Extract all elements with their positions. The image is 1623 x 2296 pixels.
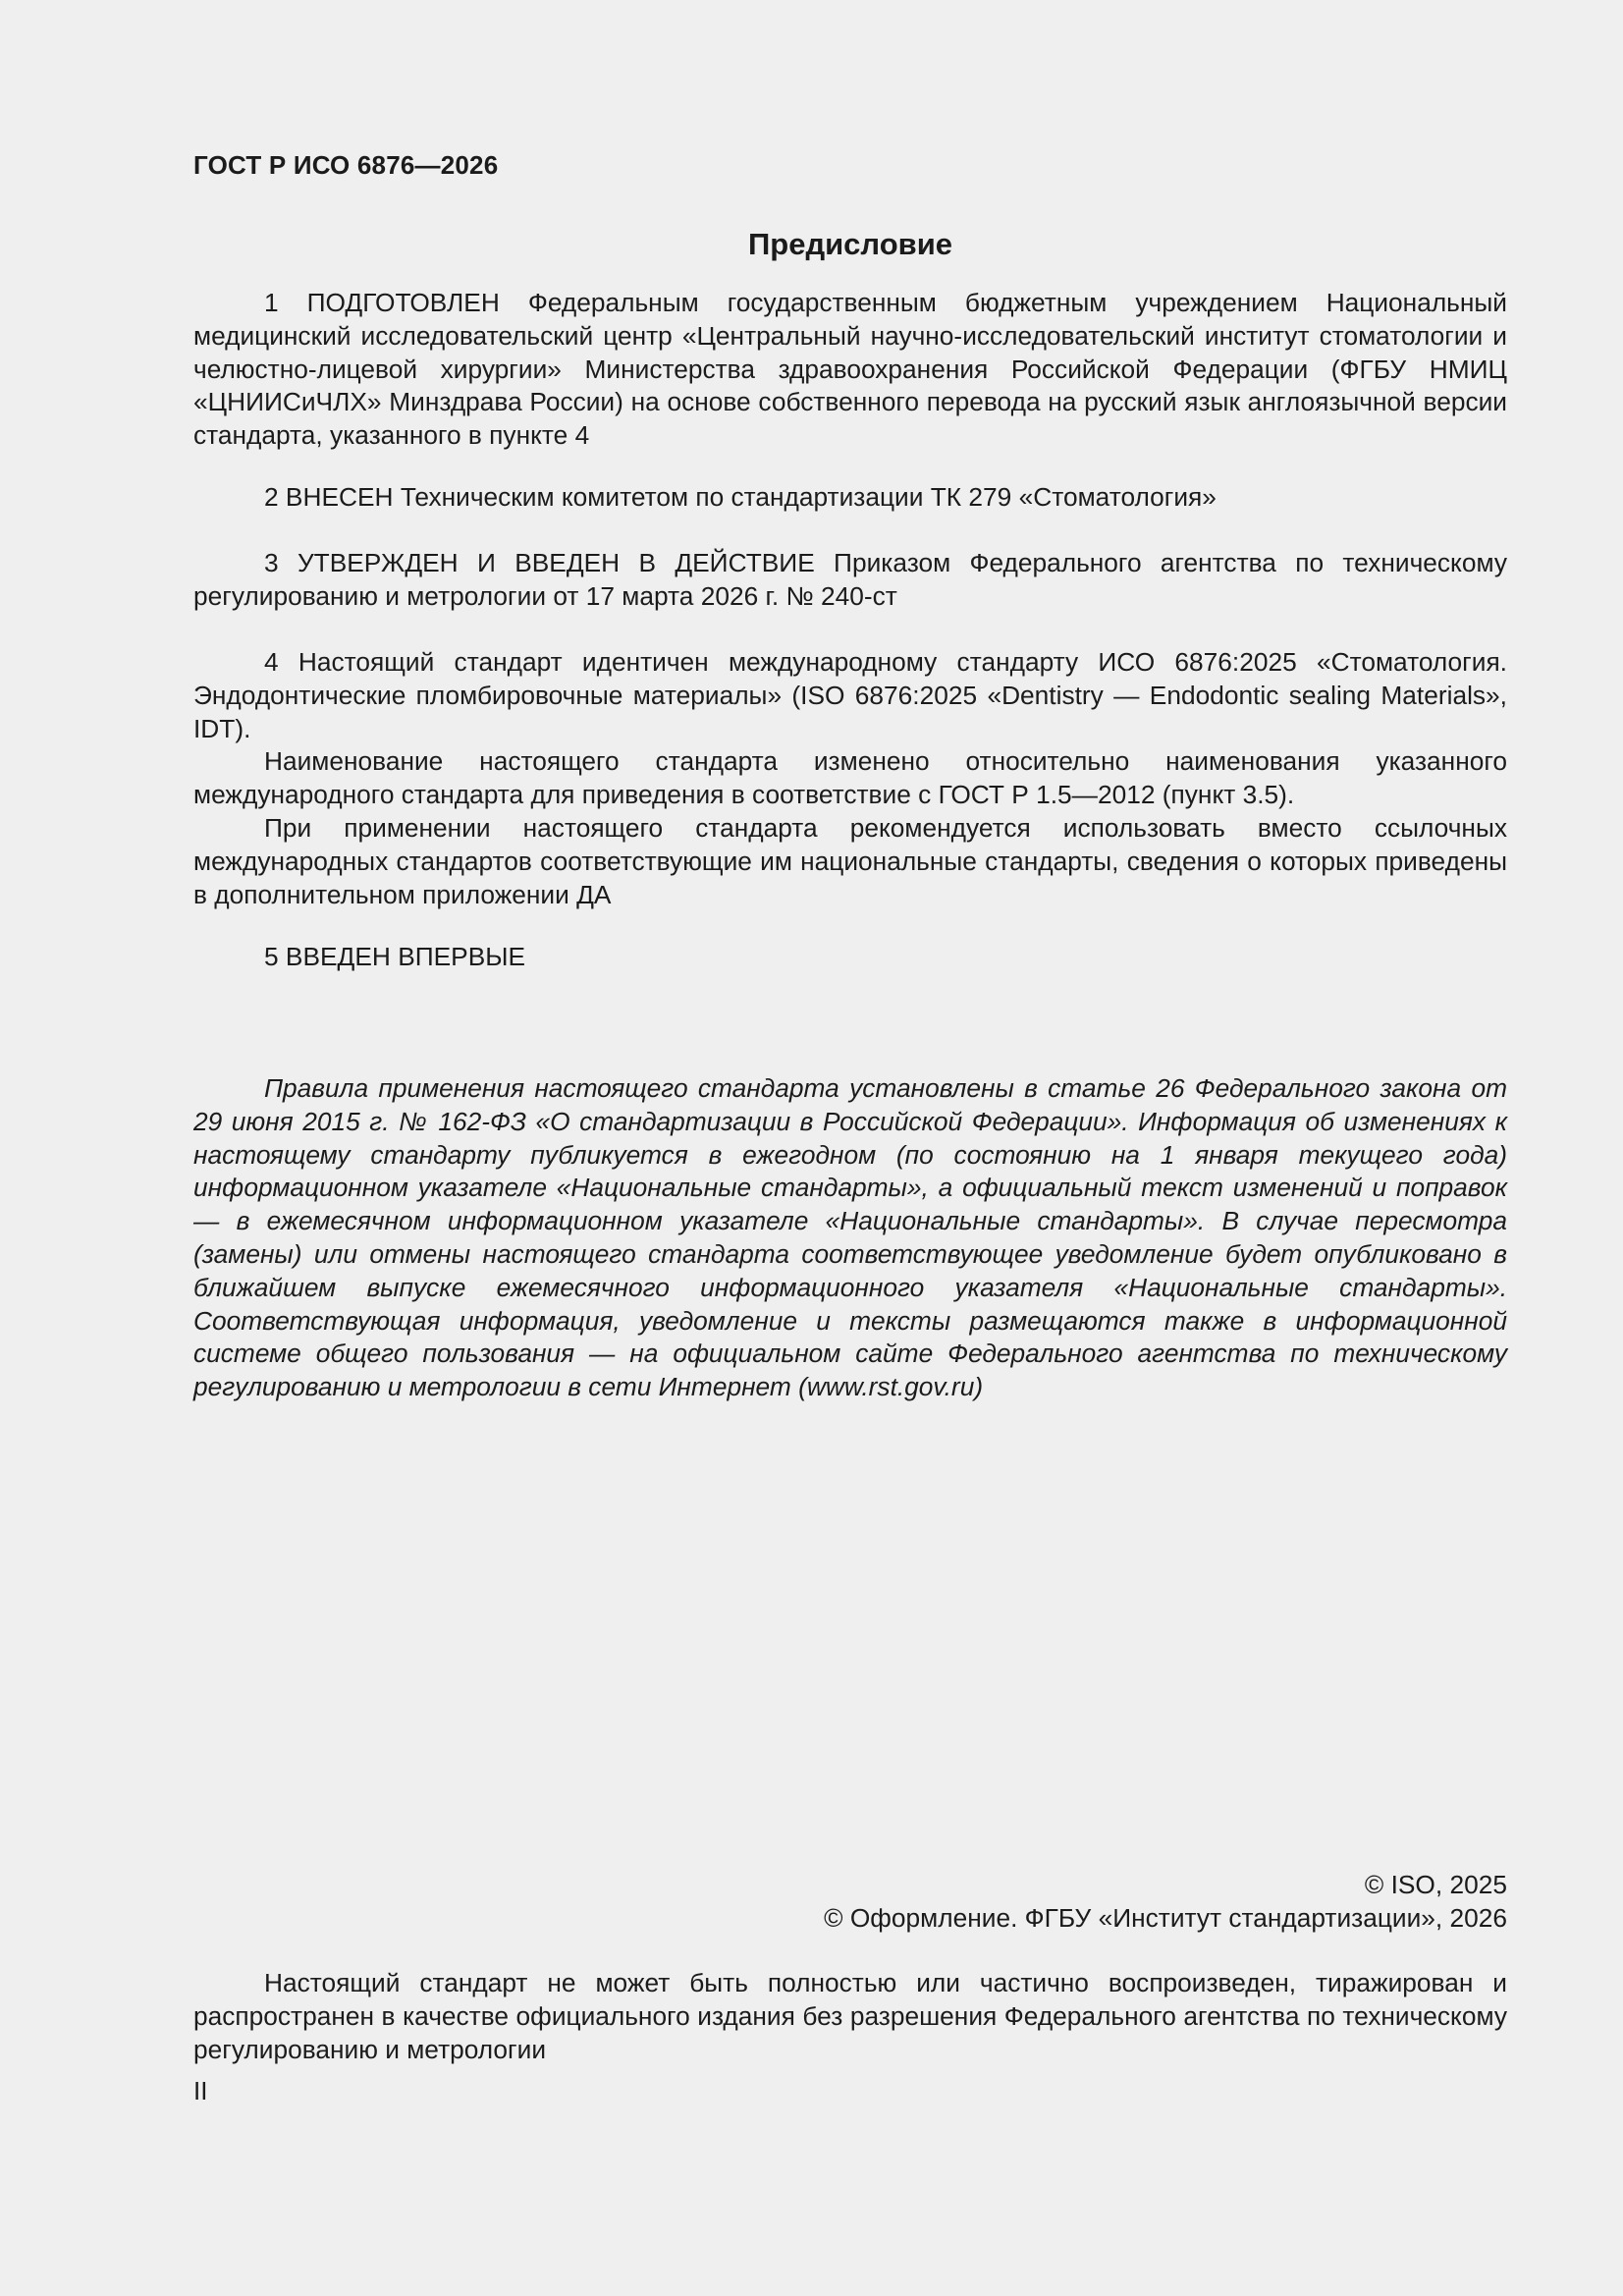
- rules-notice: Правила применения настоящего стандарта установлены в статье 26 Федерального закона от 29 июня 2015 г. № 162-ФЗ «О стандартизации в Российской Федерации». Информация об изменениях к настоящему стандарту публикуется в ежегодном (по состоянию на 1 января текущего года) информационном указателе «Национальные стандарты», а официальный текст изменений и поправок — в ежемесячном информационном указателе «Национальные стандарты». В случае пересмотра (замены) или отмены настоящего стандарта соответствующее уведомление будет опубликовано в ближайшем выпуске ежемесячного информационного указателя «Национальные стандарты». Соответствующая информация, уведомление и тексты размещаются также в информационной системе общего пользования — на официальном сайте Федерального агентства по техническому регулированию и метрологии в сети Интернет (www.rst.gov.ru): [193, 1073, 1507, 1402]
- paragraph-4-block: [193, 646, 1507, 911]
- document-designation: ГОСТ Р ИСО 6876—2026: [193, 150, 499, 180]
- reproduction-notice: Настоящий стандарт не может быть полностью или частично воспроизведен, тиражирован и распространен в качестве официального издания без разрешения Федерального агентства по техническому регулированию и метрологии: [193, 1968, 1507, 2064]
- document-page: [193, 0, 1507, 2296]
- paragraph-1-block: [193, 287, 1507, 453]
- paragraph-1: 1 ПОДГОТОВЛЕН Федеральным государственным бюджетным учреждением Национальный медицинский исследовательский центр «Центральный научно-исследовательский институт стоматологии и челюстно-лицевой хирургии» Министерства здравоохранения Российской Федерации (ФГБУ НМИЦ «ЦНИИСиЧЛХ» Минздрава России) на основе собственного перевода на русский язык англоязычной версии стандарта, указанного в пункте 4: [193, 288, 1507, 451]
- paragraph-3: 3 УТВЕРЖДЕН И ВВЕДЕН В ДЕЙСТВИЕ Приказом Федерального агентства по техническому регулированию и метрологии от 17 марта 2026 г. № 240-ст: [193, 548, 1507, 611]
- paragraph-4b: Наименование настоящего стандарта изменено относительно наименования указанного международного стандарта для приведения в соответствие с ГОСТ Р 1.5—2012 (пункт 3.5).: [193, 746, 1507, 810]
- copyright-design: © Оформление. ФГБУ «Институт стандартизации», 2026: [824, 1903, 1507, 1933]
- paragraph-3-block: [193, 547, 1507, 614]
- rules-notice-block: [193, 1072, 1507, 1404]
- reproduction-notice-block: [193, 1967, 1507, 2066]
- copyright-iso: © ISO, 2025: [1364, 1870, 1507, 1899]
- page-number: II: [193, 2076, 208, 2105]
- paragraph-4a: 4 Настоящий стандарт идентичен международному стандарту ИСО 6876:2025 «Стоматология. Эндодонтические пломбировочные материалы» (ISO 6876:2025 «Dentistry — Endodontic sealing Materials», IDT).: [193, 647, 1507, 743]
- paragraph-5-block: [193, 941, 1507, 974]
- paragraph-4c: При применении настоящего стандарта рекомендуется использовать вместо ссылочных международных стандартов соответствующие им национальные стандарты, сведения о которых приведены в дополнительном приложении ДА: [193, 812, 1507, 909]
- paragraph-2: 2 ВНЕСЕН Техническим комитетом по стандартизации ТК 279 «Стоматология»: [264, 482, 1217, 512]
- paragraph-5: 5 ВВЕДЕН ВПЕРВЫЕ: [264, 942, 526, 971]
- page-title: Предисловие: [747, 227, 952, 261]
- paragraph-2-block: [193, 481, 1507, 515]
